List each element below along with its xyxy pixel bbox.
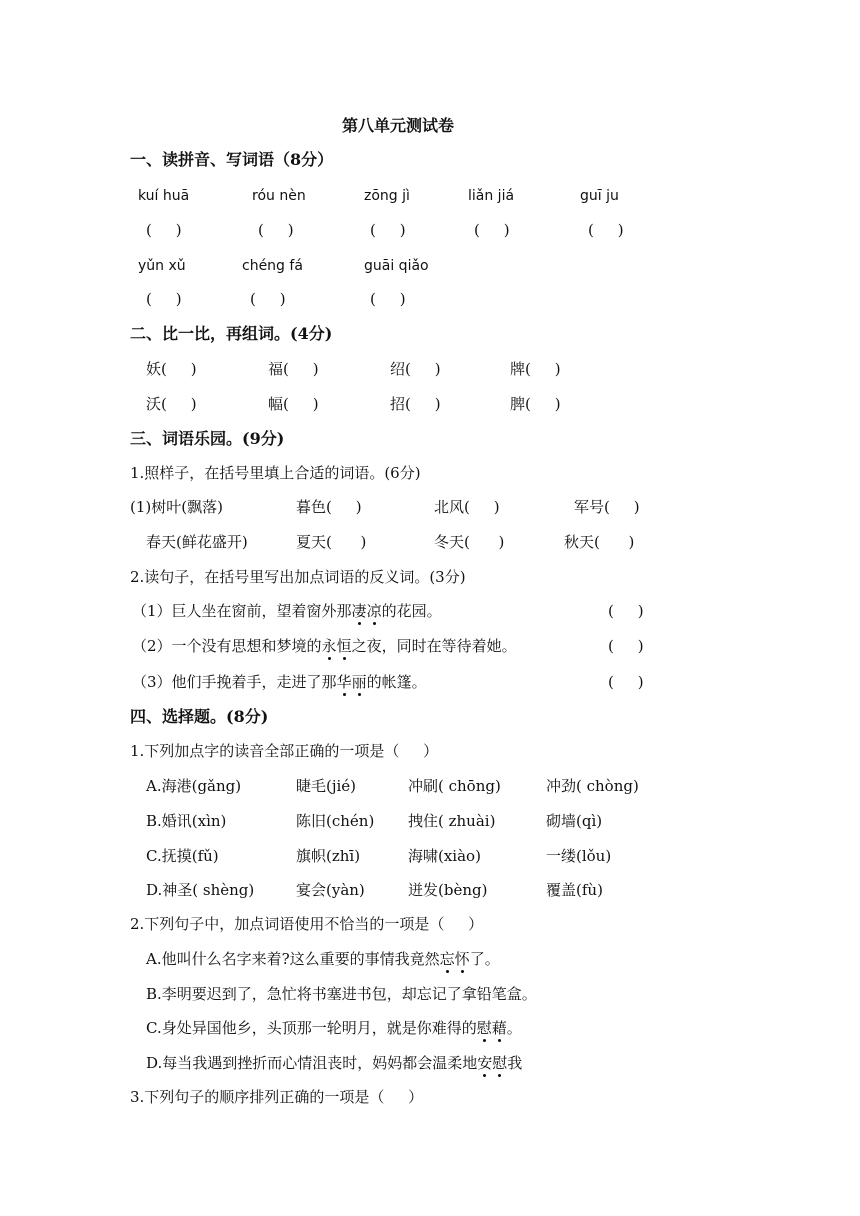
question-text: 2.读句子，在括号里写出加点词语的反义词。(3分) [130, 568, 466, 586]
question-text: 1.照样子，在括号里填上合适的词语。(6分) [130, 464, 421, 482]
section2-heading: 二、比一比，再组词。(4分) [130, 324, 333, 343]
option-word: 拽住( zhuài) [408, 812, 496, 830]
dotted-word: 凄凉 [351, 602, 382, 620]
question-text: 3.下列句子的顺序排列正确的一项是（ ） [130, 1088, 424, 1106]
compare-item[interactable]: 福( ) [268, 360, 319, 378]
pinyin-item: guāi qiǎo [364, 258, 429, 274]
dotted-word: 华丽 [336, 673, 367, 691]
compare-item[interactable]: 招( ) [390, 395, 441, 413]
fill-item[interactable]: 军号( ) [574, 498, 640, 516]
answer-blank[interactable]: ( ) [608, 637, 644, 655]
answer-blank[interactable]: ( ) [146, 221, 182, 239]
option-word: 陈旧(chén) [296, 812, 375, 830]
answer-blank[interactable]: ( ) [608, 673, 644, 691]
sentence-1: （1）巨人坐在窗前，望着窗外那凄凉的花园。 [132, 602, 442, 620]
compare-item[interactable]: 沃( ) [146, 395, 197, 413]
example-item: 春天(鲜花盛开) [146, 533, 248, 551]
answer-blank[interactable]: ( ) [608, 602, 644, 620]
dotted-word: 忘怀 [439, 950, 470, 968]
sentence-3: （3）他们手挽着手，走进了那华丽的帐篷。 [132, 673, 427, 691]
option-word: 砌墙(qì) [546, 812, 603, 830]
dotted-word: 永恒 [321, 637, 352, 655]
pinyin-item: guī ju [580, 188, 619, 204]
pinyin-item: yǔn xǔ [138, 258, 186, 274]
answer-blank[interactable]: ( ) [370, 221, 406, 239]
option-word: 一缕(lǒu) [546, 847, 612, 865]
section4-heading: 四、选择题。(8分) [130, 707, 269, 726]
compare-item[interactable]: 绍( ) [390, 360, 441, 378]
option-word: 覆盖(fù) [546, 881, 603, 899]
section1-heading: 一、读拼音、写词语（8分） [130, 150, 334, 169]
dotted-word: 安慰 [477, 1054, 508, 1072]
compare-item[interactable]: 牌( ) [510, 360, 561, 378]
option-word: 宴会(yàn) [296, 881, 365, 899]
option-a[interactable]: A.他叫什么名字来着?这么重要的事情我竟然忘怀了。 [146, 950, 500, 968]
question-text: 2.下列句子中，加点词语使用不恰当的一项是（ ） [130, 915, 484, 933]
answer-blank[interactable]: ( ) [250, 290, 286, 308]
pinyin-item: kuí huā [138, 188, 190, 204]
fill-item[interactable]: 暮色( ) [296, 498, 362, 516]
option-d[interactable]: D.每当我遇到挫折而心情沮丧时，妈妈都会温柔地安慰我 [146, 1054, 523, 1072]
question-text: 1.下列加点字的读音全部正确的一项是（ ） [130, 742, 439, 760]
pinyin-item: róu nèn [252, 188, 306, 204]
pinyin-item: chéng fá [242, 258, 303, 274]
fill-item[interactable]: 冬天( ) [434, 533, 505, 551]
option-word: 迸发(bèng) [408, 881, 488, 899]
pinyin-item: zōng jì [364, 188, 410, 204]
answer-blank[interactable]: ( ) [474, 221, 510, 239]
dotted-word: 慰藉 [476, 1019, 507, 1037]
option-c[interactable]: C.身处异国他乡，头顶那一轮明月，就是你难得的慰藉。 [146, 1019, 522, 1037]
answer-blank[interactable]: ( ) [258, 221, 294, 239]
option-word: 海啸(xiào) [408, 847, 481, 865]
option-word: 冲劲( chòng) [546, 777, 639, 795]
answer-blank[interactable]: ( ) [370, 290, 406, 308]
page-title: 第八单元测试卷 [342, 116, 455, 135]
option-b[interactable]: B.李明要迟到了，急忙将书塞进书包，却忘记了拿铅笔盒。 [146, 985, 537, 1003]
option-word: 冲刷( chōng) [408, 777, 501, 795]
compare-item[interactable]: 幅( ) [268, 395, 319, 413]
compare-item[interactable]: 妖( ) [146, 360, 197, 378]
compare-item[interactable]: 脾( ) [510, 395, 561, 413]
option-word: 旗帜(zhī) [296, 847, 361, 865]
option-a[interactable]: A.海港(gǎng) [146, 777, 242, 795]
fill-item[interactable]: 夏天( ) [296, 533, 367, 551]
option-d[interactable]: D.神圣( shèng) [146, 881, 255, 899]
answer-blank[interactable]: ( ) [146, 290, 182, 308]
option-word: 睫毛(jié) [296, 777, 357, 795]
sentence-2: （2）一个没有思想和梦境的永恒之夜，同时在等待着她。 [132, 637, 517, 655]
pinyin-item: liǎn jiá [468, 188, 515, 204]
section3-heading: 三、词语乐园。(9分) [130, 429, 285, 448]
option-b[interactable]: B.婚讯(xìn) [146, 812, 227, 830]
answer-blank[interactable]: ( ) [588, 221, 624, 239]
example-item: (1)树叶(飘落) [130, 498, 223, 516]
option-c[interactable]: C.抚摸(fǔ) [146, 847, 219, 865]
fill-item[interactable]: 秋天( ) [564, 533, 635, 551]
fill-item[interactable]: 北风( ) [434, 498, 500, 516]
